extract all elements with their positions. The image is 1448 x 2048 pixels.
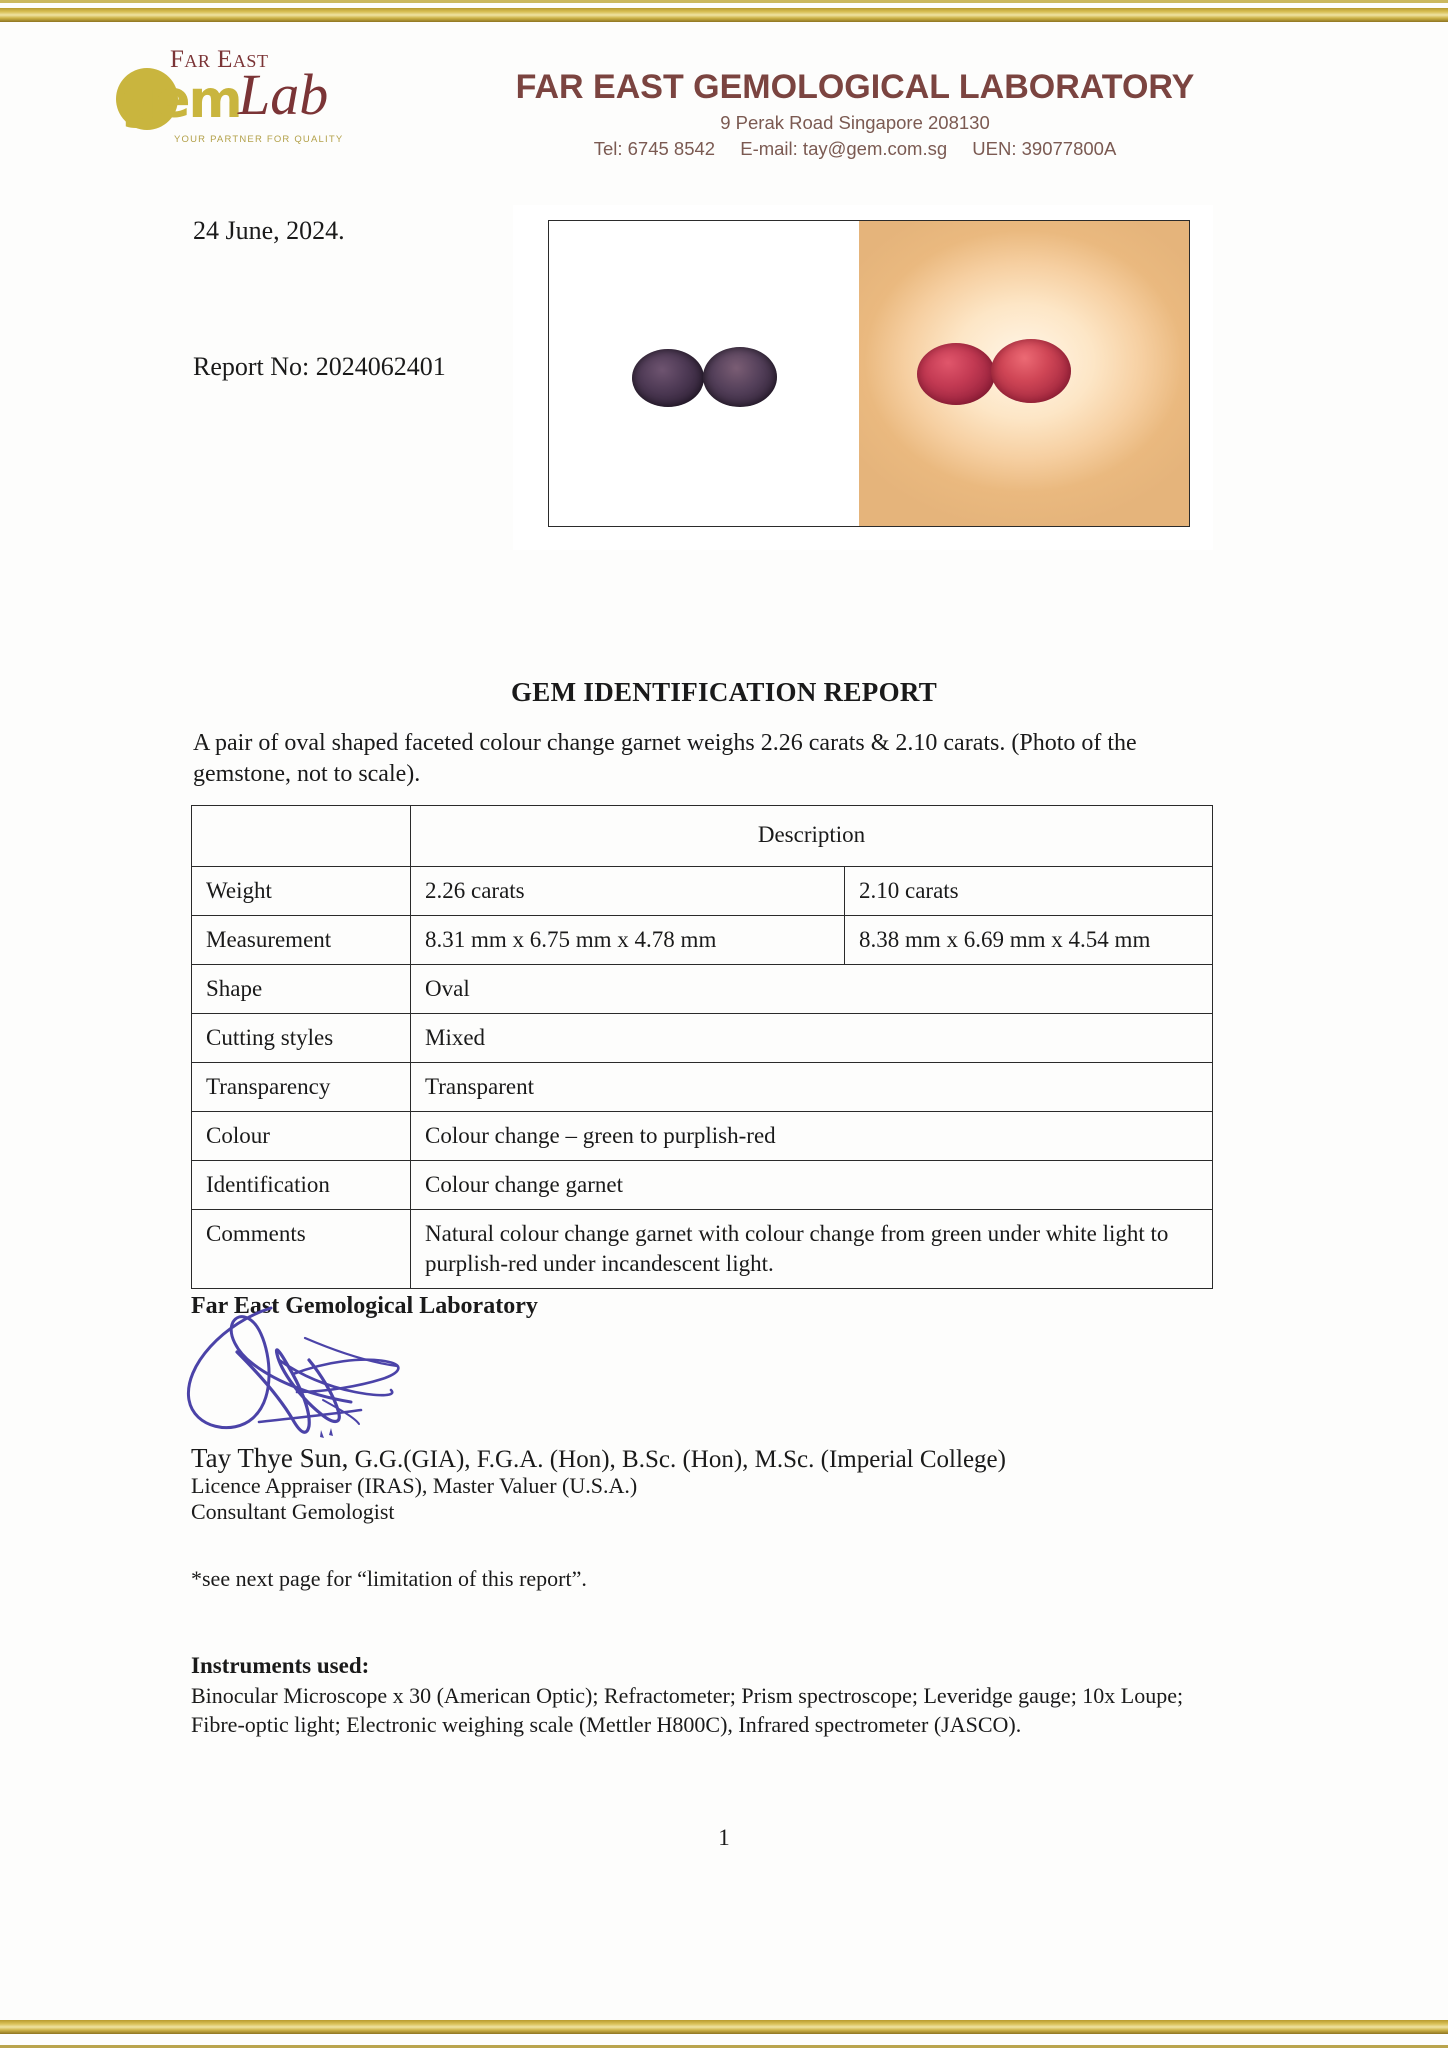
lab-uen: UEN: 39077800A [972, 138, 1117, 159]
top-edge-line [0, 0, 1448, 3]
gemologist-name-line [191, 1443, 1006, 1474]
instruments-heading: Instruments used: [191, 1653, 370, 1678]
table-row [192, 916, 1213, 965]
document-header [0, 30, 1448, 159]
table-header-row [192, 806, 1213, 867]
gem-oval-green-1 [632, 349, 704, 407]
table-corner-cell [192, 806, 411, 867]
page-title: GEM IDENTIFICATION REPORT [510, 677, 938, 707]
report-date: 24 June, 2024. [193, 216, 345, 245]
table-row [192, 1112, 1213, 1161]
row-label-measurement: Measurement [192, 916, 411, 965]
gemstone-photo [548, 220, 1190, 527]
table-row [192, 1063, 1213, 1112]
lab-email: E-mail: tay@gem.com.sg [740, 138, 948, 159]
gemologist-role: Consultant Gemologist [191, 1499, 395, 1524]
signature-lab-name: Far East Gemological Laboratory [191, 1293, 538, 1319]
row-value-shape: Oval [411, 965, 1213, 1014]
gem-details-table [191, 805, 1213, 1289]
row-value-cutting-styles: Mixed [411, 1014, 1213, 1063]
lab-address: 9 Perak Road Singapore 208130 [720, 112, 990, 133]
lab-tel: Tel: 6745 8542 [593, 138, 716, 159]
logo-gem-text: gem [120, 70, 241, 130]
signature-mark [175, 1300, 595, 1440]
row-label-comments: Comments [192, 1210, 411, 1289]
report-number: Report No: 2024062401 [193, 352, 446, 381]
table-row [192, 1014, 1213, 1063]
table-header-description: Description [411, 806, 1213, 867]
row-value-weight-2: 2.10 carats [845, 867, 1213, 916]
logo-lab-text: Lab [238, 62, 329, 127]
row-value-colour: Colour change – green to purplish-red [411, 1112, 1213, 1161]
gem-oval-red-1 [917, 343, 995, 405]
gemologist-credentials: G.G.(GIA), F.G.A. (Hon), B.Sc. (Hon), M.Sc. (Imperial College) [348, 1446, 1006, 1473]
gemologist-name: Tay Thye Sun, [191, 1443, 349, 1473]
lab-logo [108, 38, 348, 150]
instruments-body: Binocular Microscope x 30 (American Optic); Refractometer; Prism spectroscope; Leveridge gauge; 10x Loupe; Fibre-optic light; Electronic weighing scale (Mettler H800C), Infrared spectrometer (JASCO). [191, 1683, 1184, 1737]
row-label-transparency: Transparency [192, 1063, 411, 1112]
row-label-weight: Weight [192, 867, 411, 916]
row-label-colour: Colour [192, 1112, 411, 1161]
lab-contact-line [390, 138, 1320, 160]
bottom-gold-bar [0, 2020, 1448, 2034]
logo-far-east-text: Far East [170, 46, 269, 73]
row-value-measurement-2: 8.38 mm x 6.69 mm x 4.54 mm [845, 916, 1213, 965]
row-value-identification: Colour change garnet [411, 1161, 1213, 1210]
gem-oval-green-2 [703, 347, 777, 407]
row-label-cutting-styles: Cutting styles [192, 1014, 411, 1063]
table-row [192, 1161, 1213, 1210]
table-row [192, 1210, 1213, 1289]
logo-tagline: YOUR PARTNER FOR QUALITY [174, 134, 344, 145]
table-row [192, 965, 1213, 1014]
top-gold-bar [0, 8, 1448, 22]
row-value-measurement-1: 8.31 mm x 6.75 mm x 4.78 mm [411, 916, 845, 965]
report-description: A pair of oval shaped faceted colour change garnet weighs 2.26 carats & 2.10 carats. (Photo of the gemstone, not to scale). [193, 730, 1137, 787]
table-row [192, 867, 1213, 916]
row-label-shape: Shape [192, 965, 411, 1014]
gemstone-photo-area [513, 205, 1213, 550]
limitation-footnote: *see next page for “limitation of this report”. [191, 1566, 587, 1591]
lab-title: FAR EAST GEMOLOGICAL LABORATORY [515, 68, 1195, 106]
row-value-transparency: Transparent [411, 1063, 1213, 1112]
logo-wordmark [108, 62, 348, 130]
page-number: 1 [718, 1825, 730, 1850]
row-value-comments: Natural colour change garnet with colour change from green under white light to purplish-red under incandescent light. [411, 1210, 1213, 1289]
gemologist-licence: Licence Appraiser (IRAS), Master Valuer (U.S.A.) [191, 1473, 638, 1498]
row-value-weight-1: 2.26 carats [411, 867, 845, 916]
row-label-identification: Identification [192, 1161, 411, 1210]
gem-oval-red-2 [991, 339, 1071, 403]
